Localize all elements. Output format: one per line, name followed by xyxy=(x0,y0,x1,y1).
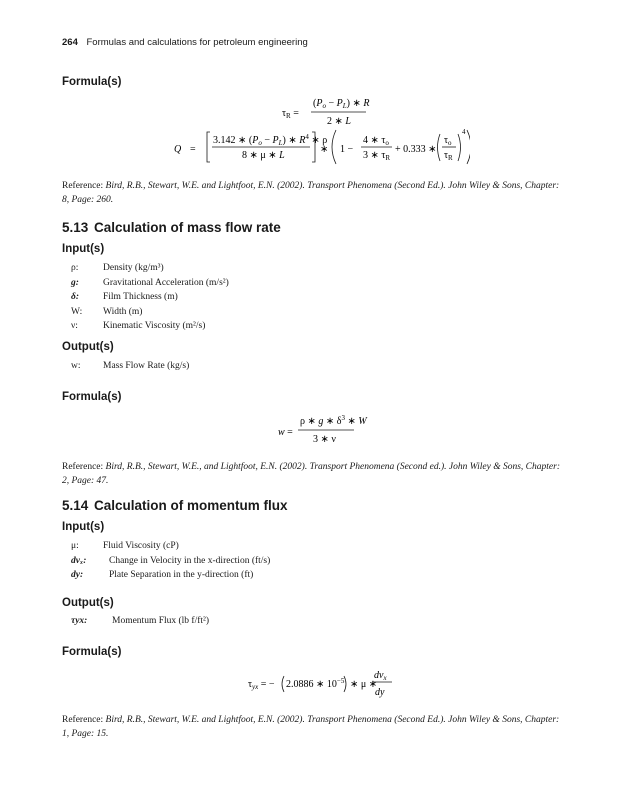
svg-text:∗ μ ∗: ∗ μ ∗ xyxy=(350,679,378,690)
equation-svg-514 xyxy=(246,666,406,702)
equation-svg-top xyxy=(170,96,470,166)
book-title: Formulas and calculations for petroleum engineering xyxy=(86,37,308,48)
output-list-513 xyxy=(71,359,189,374)
svg-text:(Po − PL) ∗ R: $(P_o - P_L)$ ∗ R xyxy=(313,98,370,110)
equation-svg-513 xyxy=(276,413,386,449)
reference-513 xyxy=(62,460,567,488)
svg-text:dvx: $dv_x$ xyxy=(374,670,387,682)
reference-text: Bird, R.B., Stewart, W.E. and Lightfoot, E.N. (2002). Transport Phenomena (Second Ed.). John Wiley & Sons, Chapter: 8, Page: 260. xyxy=(62,181,560,205)
reference-label: Reference: xyxy=(62,462,104,472)
svg-text:1 −: 1 − xyxy=(340,144,354,155)
input-heading-514: Input(s) xyxy=(62,521,105,533)
svg-text:4 ∗ τo: 4 ∗ $\tau_o$ xyxy=(363,135,389,147)
output-heading-514: Output(s) xyxy=(62,597,114,609)
svg-text:=: = xyxy=(190,144,196,155)
formula-heading-513: Formula(s) xyxy=(62,391,122,403)
section-title-5-13 xyxy=(62,220,281,235)
section-title: Calculation of momentum flux xyxy=(94,498,288,513)
svg-text:2 ∗ L: 2 ∗ L xyxy=(327,116,351,127)
formula-momentum-flux xyxy=(246,666,406,702)
page-number: 264 xyxy=(62,37,78,48)
reference-top xyxy=(62,179,567,207)
section-title-5-14 xyxy=(62,498,288,513)
formula-tau-r-and-q xyxy=(170,96,470,166)
output-list-514 xyxy=(71,614,209,629)
running-header xyxy=(62,37,308,48)
svg-text:τyx = −: $\tau_{yx}$ = − xyxy=(248,679,275,691)
svg-text:Q: Q xyxy=(174,144,182,155)
svg-text:3 ∗ ν: 3 ∗ ν xyxy=(313,434,336,445)
list-item: δ: Film Thickness (m) xyxy=(71,292,178,302)
svg-text:3.142 ∗ (Po − PL) ∗ R4 ∗ ρ: 3.142 ∗ $(P_o - P_L)$ ∗ $R^4$ ∗ ρ xyxy=(213,133,328,147)
svg-text:τR: $\tau_R$ xyxy=(444,150,453,162)
svg-text:2.0886 ∗ 10−5: 2.0886 ∗ $10^{-5}$ xyxy=(286,677,345,690)
svg-text:+ 0.333 ∗: + 0.333 ∗ xyxy=(395,144,437,155)
input-list-513 xyxy=(71,261,229,334)
section-number: 5.14 xyxy=(62,498,89,513)
svg-text:∗: ∗ xyxy=(320,144,329,155)
list-item: dy: Plate Separation in the y-direction (ft) xyxy=(71,570,254,580)
formula-heading-top: Formula(s) xyxy=(62,76,122,88)
reference-text: Bird, R.B., Stewart, W.E., and Lightfoot, E.N. (2002). Transport Phenomena (Second ed.). John Wiley & Sons, Chapter: 2, Page: 47. xyxy=(62,462,560,486)
list-item: dvₓ: Change in Velocity in the x-direction (ft/s) xyxy=(71,555,271,566)
output-heading-513: Output(s) xyxy=(62,341,114,353)
svg-text:dy: dy xyxy=(375,687,385,698)
svg-text:τo: $\tau_o$ xyxy=(444,135,452,147)
input-list-514 xyxy=(71,539,270,583)
reference-label: Reference: xyxy=(62,715,104,725)
list-item: g: Gravitational Acceleration (m/s²) xyxy=(71,277,229,288)
list-item: μ: Fluid Viscosity (cP) xyxy=(71,541,179,551)
input-heading-513: Input(s) xyxy=(62,243,105,255)
section-number: 5.13 xyxy=(62,220,89,235)
reference-label: Reference: xyxy=(62,181,104,191)
list-item: w: Mass Flow Rate (kg/s) xyxy=(71,361,190,371)
formula-heading-514: Formula(s) xyxy=(62,646,122,658)
list-item: τyx: Momentum Flux (lb f/ft²) xyxy=(71,616,210,626)
svg-text:τR =: $\tau_R$ = xyxy=(282,108,299,120)
formula-mass-flow xyxy=(276,413,386,449)
svg-text:3 ∗ τR: 3 ∗ $\tau_R$ xyxy=(363,150,391,162)
svg-text:8 ∗ μ ∗ L: 8 ∗ μ ∗ L xyxy=(242,150,285,161)
reference-514 xyxy=(62,713,567,741)
section-title: Calculation of mass flow rate xyxy=(94,220,281,235)
svg-text:w =: w = xyxy=(278,427,293,438)
svg-text:4: 4 xyxy=(462,128,466,136)
svg-text:ρ ∗ g ∗ δ3 ∗ W: ρ ∗ g ∗ $\delta^3$ ∗ W xyxy=(300,414,367,427)
list-item: ρ: Density (kg/m³) xyxy=(71,263,164,273)
reference-text: Bird, R.B., Stewart, W.E. and Lightfoot, E.N. (2002). Transport Phenomena (Second Ed.). John Wiley & Sons, Chapter: 1, Page: 15. xyxy=(62,715,560,739)
list-item: ν: Kinematic Viscosity (m²/s) xyxy=(71,321,206,331)
list-item: W: Width (m) xyxy=(71,306,143,317)
